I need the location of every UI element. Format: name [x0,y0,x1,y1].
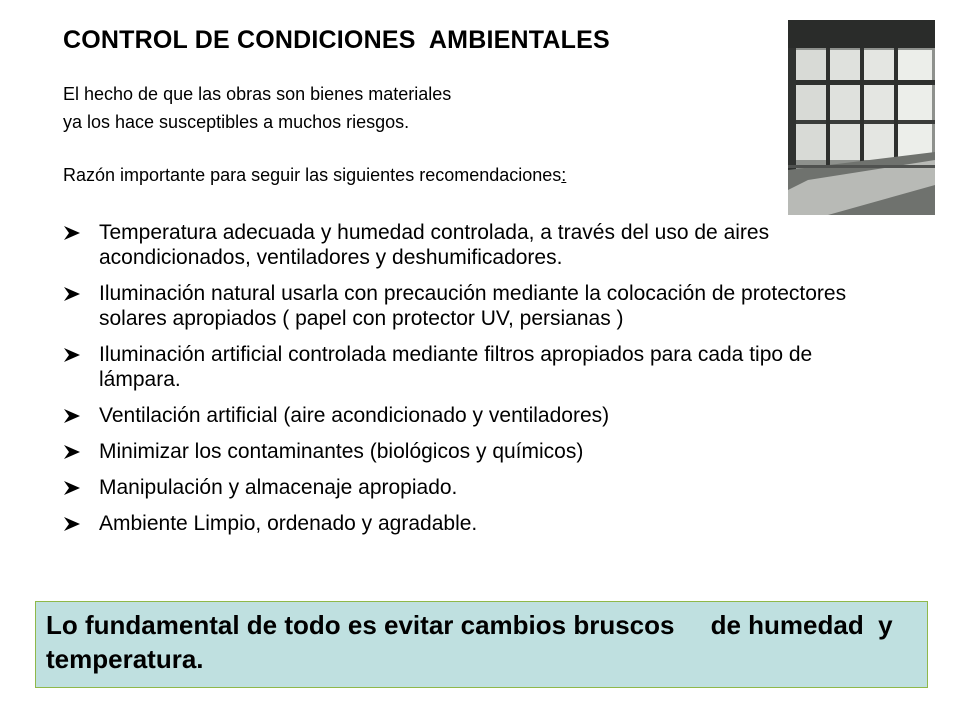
list-item [63,403,863,428]
room-window-photo [788,20,935,215]
recommendation-list [63,220,863,547]
list-item [63,439,863,464]
intro-text [63,80,783,189]
list-item [63,281,863,331]
list-item [63,342,863,392]
arrow-bullet-icon [63,225,81,241]
reason-line [63,161,783,189]
list-item-text: Temperatura adecuada y humedad controlada, a través del uso de aires acondicionados, ventiladores y deshumificadores. [99,221,770,269]
reason-colon: : [561,165,567,185]
list-item-text: Iluminación artificial controlada mediante filtros apropiados para cada tipo de lámpara. [99,343,813,391]
reason-text: Razón importante para seguir las siguientes recomendaciones [63,165,562,185]
list-item [63,220,863,270]
room-window-image [788,20,935,215]
slide-title: CONTROL DE CONDICIONES AMBIENTALES [63,26,610,54]
list-item-text: Iluminación natural usarla con precaución mediante la colocación de protectores solares apropiados ( papel con protector UV, persianas ) [99,282,847,330]
list-item-text: Manipulación y almacenaje apropiado. [99,476,458,499]
list-item-text: Ventilación artificial (aire acondicionado y ventiladores) [99,404,610,427]
arrow-bullet-icon [63,286,81,302]
arrow-bullet-icon [63,347,81,363]
list-item-text: Minimizar los contaminantes (biológicos y químicos) [99,440,584,463]
list-item [63,475,863,500]
arrow-bullet-icon [63,516,81,532]
list-item-text: Ambiente Limpio, ordenado y agradable. [99,512,478,535]
arrow-bullet-icon [63,408,81,424]
intro-line: El hecho de que las obras son bienes materiales [63,84,452,104]
list-item [63,511,863,536]
key-message-callout: Lo fundamental de todo es evitar cambios bruscos de humedad y temperatura. [35,601,928,688]
arrow-bullet-icon [63,444,81,460]
intro-line: ya los hace susceptibles a muchos riesgos. [63,112,410,132]
arrow-bullet-icon [63,480,81,496]
